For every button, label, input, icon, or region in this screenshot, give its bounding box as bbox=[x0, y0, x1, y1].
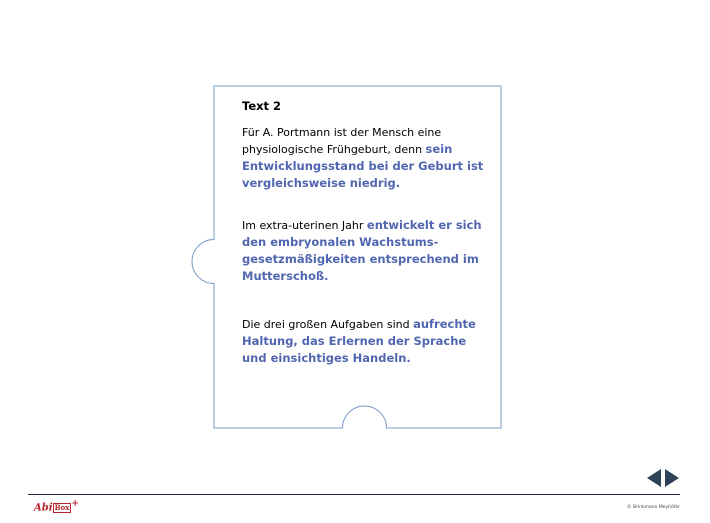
page-navigation bbox=[646, 468, 680, 488]
triangle-left-icon bbox=[646, 468, 663, 488]
paragraph-2 bbox=[242, 217, 487, 285]
paragraph-3-highlight: aufrechte Haltung, das Erlernen der Sprache und einsichtiges Handeln. bbox=[242, 317, 476, 365]
paragraph-1-highlight: sein Entwicklungsstand bei der Geburt ist vergleichsweise niedrig. bbox=[242, 142, 484, 190]
triangle-right-icon bbox=[663, 468, 680, 488]
prev-button[interactable] bbox=[646, 468, 663, 488]
paragraph-2-highlight: entwickelt er sich den embryonalen Wachstums-gesetzmäßigkeiten entsprechend im Mutterschoß. bbox=[242, 218, 482, 283]
puzzle-card-text bbox=[242, 98, 487, 367]
logo-text: Abi bbox=[34, 502, 53, 514]
paragraph-1-text: Für A. Portmann ist der Mensch eine physiologische Frühgeburt, denn bbox=[242, 126, 442, 156]
paragraph-1 bbox=[242, 124, 487, 192]
copyright-text: © Brinkmann Meyhöfer bbox=[627, 505, 680, 510]
logo-box: Box bbox=[54, 502, 70, 512]
paragraph-3 bbox=[242, 316, 487, 367]
footer-divider bbox=[28, 494, 680, 495]
next-button[interactable] bbox=[663, 468, 680, 488]
paragraph-3-text: Die drei großen Aufgaben sind bbox=[242, 318, 414, 331]
paragraph-2-text: Im extra-uterinen Jahr bbox=[242, 219, 367, 232]
abibox-logo bbox=[34, 499, 79, 513]
card-heading: Text 2 bbox=[242, 99, 282, 113]
logo-plus: + bbox=[71, 499, 79, 509]
